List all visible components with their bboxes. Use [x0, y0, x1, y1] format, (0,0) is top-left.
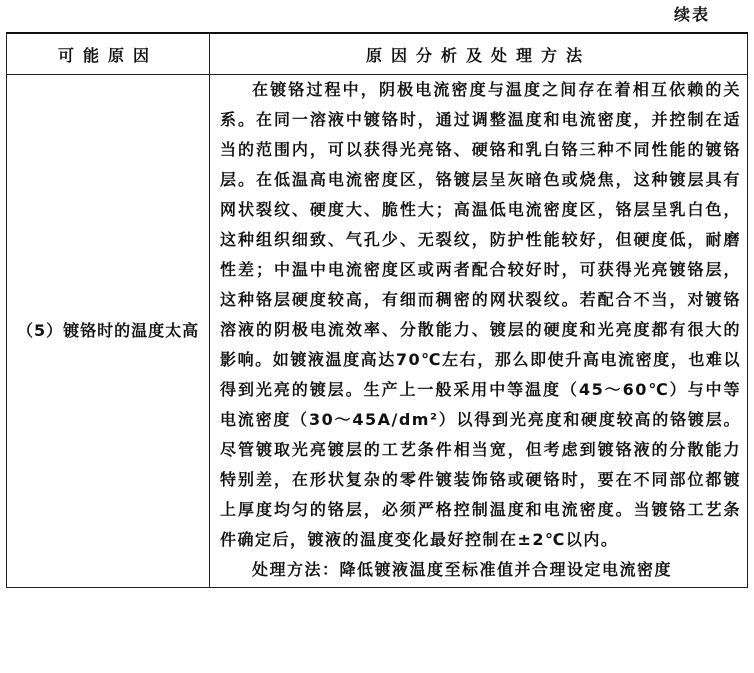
table-header-row	[7, 33, 748, 75]
cause-analysis-table	[6, 32, 748, 588]
analysis-cell	[210, 75, 748, 588]
continued-label: 续表	[673, 5, 710, 24]
table-row	[7, 75, 748, 588]
treatment-text: 降低镀液温度至标准值并合理设定电流密度	[339, 560, 673, 579]
analysis-paragraph: 在镀铬过程中，阴极电流密度与温度之间存在着相互依赖的关系。在同一溶液中镀铬时，通过调整温度和电流密度，并控制在适当的范围内，可以获得光亮铬、硬铬和乳白铬三种不同性能的镀铬层。在低温高电流密度区，铬镀层呈灰暗色或烧焦，这种镀层具有网状裂纹、硬度大、脆性大；高温低电流密度区，铬层呈乳白色，这种组织细致、气孔少、无裂纹，防护性能较好，但硬度低，耐磨性差；中温中电流密度区或两者配合较好时，可获得光亮镀铬层，这种铬层硬度较高，有细而稠密的网状裂纹。若配合不当，对镀铬溶液的阴极电流效率、分散能力、镀层的硬度和光亮度都有很大的影响。如镀液温度高达70℃左右，那么即使升高电流密度，也难以得到光亮的镀层。生产上一般采用中等温度（45～60℃）与中等电流密度（30～45A/dm²）以得到光亮度和硬度较高的铬镀层。尽管镀取光亮镀层的工艺条件相当宽，但考虑到镀铬液的分散能力特别差，在形状复杂的零件镀装饰铬或硬铬时，要在不同部位都镀上厚度均匀的铬层，必须严格控制温度和电流密度。当镀铬工艺条件确定后，镀液的温度变化最好控制在±2℃以内。	[220, 80, 741, 549]
treatment-paragraph	[220, 555, 741, 585]
header-analysis-method: 原因分析及处理方法	[210, 33, 748, 75]
treatment-label: 处理方法：	[252, 560, 340, 579]
header-possible-cause: 可能原因	[7, 33, 210, 75]
cause-text: （5）镀铬时的温度太高	[17, 321, 200, 340]
cause-cell	[7, 75, 210, 588]
